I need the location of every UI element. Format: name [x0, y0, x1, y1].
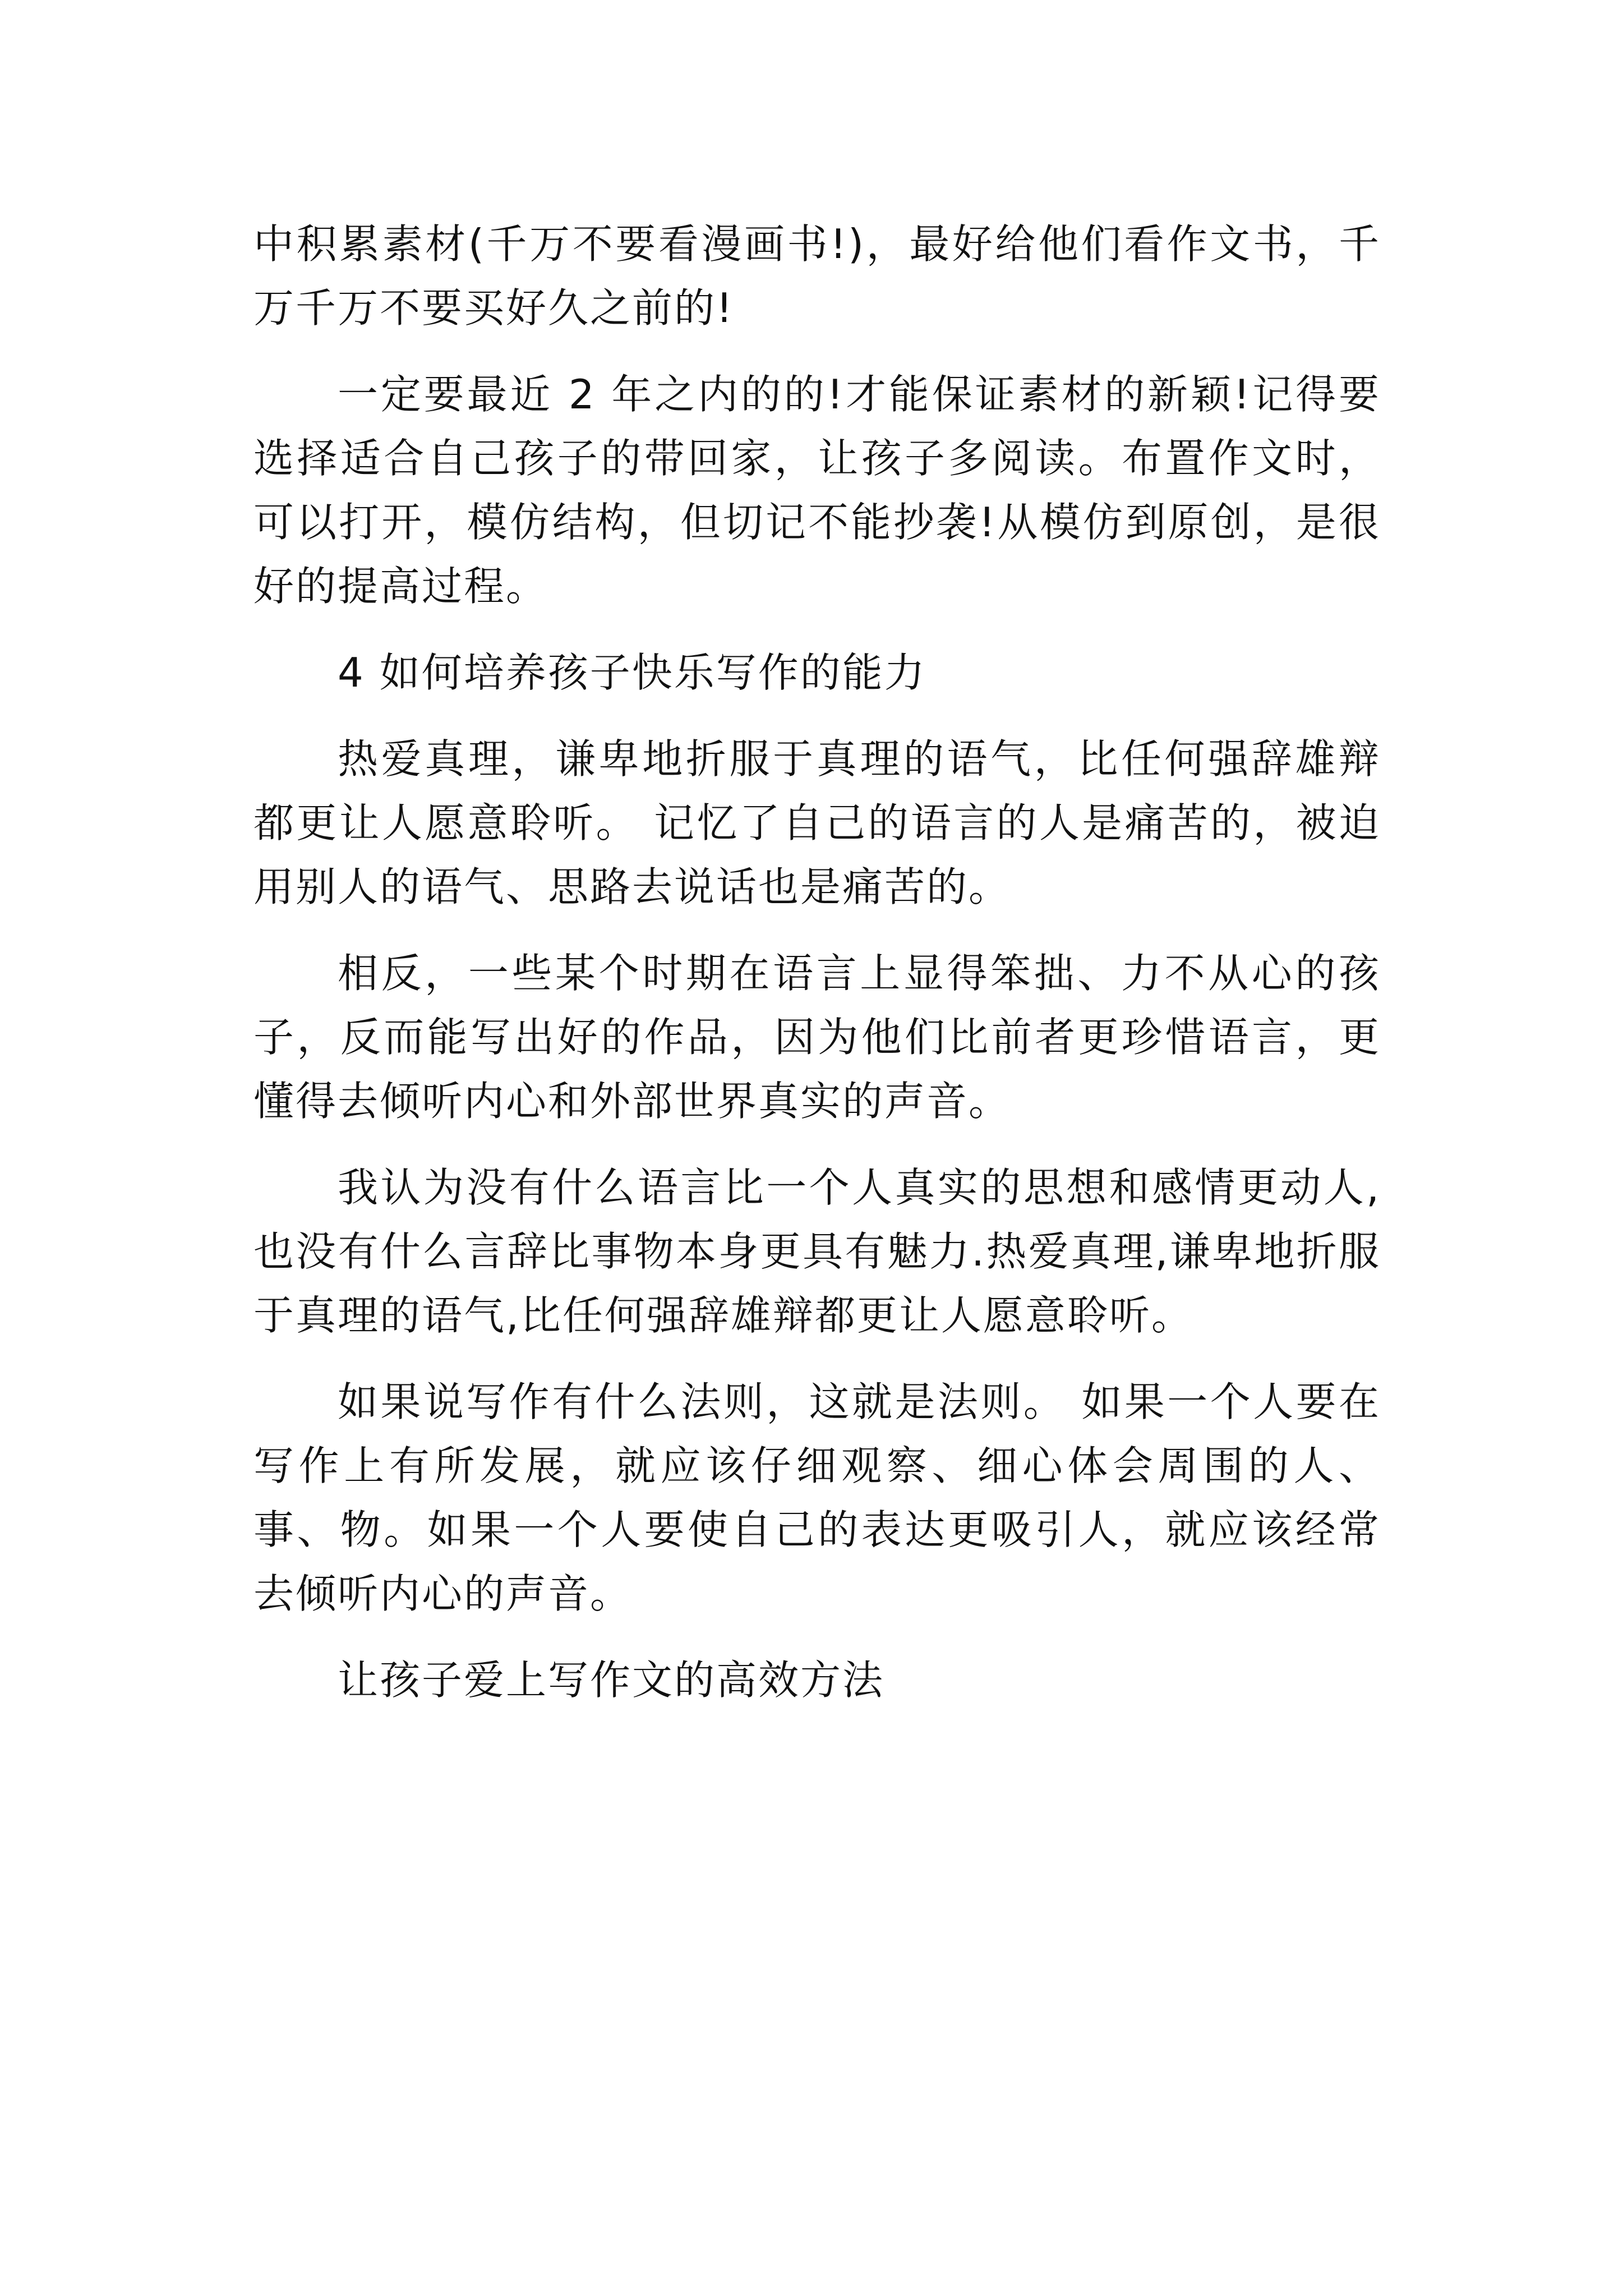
paragraph-continuation: 中积累素材(千万不要看漫画书!)，最好给他们看作文书，千万千万不要买好久之前的! [253, 220, 1381, 332]
paragraph: 如果说写作有什么法则，这就是法则。 如果一个人要在写作上有所发展，就应该仔细观察、细心体会周围的人、事、物。如果一个人要使自己的表达更吸引人，就应该经常去倾听内心的声音。 [253, 1378, 1381, 1617]
paragraph: 一定要最近 2 年之内的的!才能保证素材的新颖!记得要选择适合自己孩子的带回家，让孩子多阅读。布置作文时，可以打开，模仿结构，但切记不能抄袭!从模仿到原创，是很好的提高过程。 [253, 371, 1381, 610]
paragraph: 相反，一些某个时期在语言上显得笨拙、力不从心的孩子，反而能写出好的作品，因为他们比前者更珍惜语言，更懂得去倾听内心和外部世界真实的声音。 [253, 950, 1381, 1125]
paragraph: 热爱真理，谦卑地折服于真理的语气，比任何强辞雄辩都更让人愿意聆听。 记忆了自己的语言的人是痛苦的，被迫用别人的语气、思路去说话也是痛苦的。 [253, 735, 1381, 910]
document-body [253, 212, 1381, 1734]
paragraph: 我认为没有什么语言比一个人真实的思想和感情更动人,也没有什么言辞比事物本身更具有魅力.热爱真理,谦卑地折服于真理的语气,比任何强辞雄辩都更让人愿意聆听。 [253, 1164, 1381, 1339]
section-heading: 4 如何培养孩子快乐写作的能力 [338, 649, 926, 696]
section-heading: 让孩子爱上写作文的高效方法 [338, 1657, 885, 1704]
